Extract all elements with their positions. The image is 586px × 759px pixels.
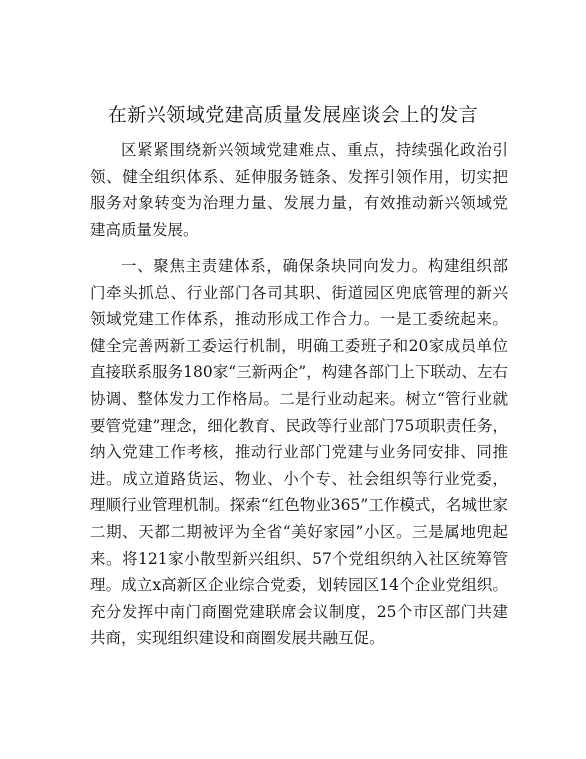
paragraph-intro: 区紧紧围绕新兴领域党建难点、重点，持续强化政治引领、健全组织体系、延伸服务链条、发挥引领作用，切实把服务对象转变为治理力量、发展力量，有效推动新兴领域党建高质量发展。 bbox=[90, 141, 508, 239]
document-title: 在新兴领域党建高质量发展座谈会上的发言 bbox=[107, 104, 479, 126]
paragraph-section-one: 一、聚焦主责建体系，确保条块同向发力。构建组织部门牵头抓总、行业部门各司其职、街道园区兜底管理的新兴领域党建工作体系，推动形成工作合力。一是工委统起来。健全完善两新工委运行机制，明确工委班子和20家成员单位直接联系服务180家“三新两企”，构建各部门上下联动、左右协调、整体发力工作格局。二是行业动起来。树立“管行业就要管党建”理念，细化教育、民政等行业部门75项职责任务，纳入党建工作考核，推动行业部门党建与业务同安排、同推进。成立道路货运、物业、小个专、社会组织等行业党委，理顺行业管理机制。探索“红色物业365”工作模式，名城世家二期、天都二期被评为全省“美好家园”小区。三是属地兜起来。将121家小散型新兴组织、57个党组织纳入社区统筹管理。成立x高新区企业综合党委，划转园区14个企业党组织。充分发挥中南门商圈党建联席会议制度，25个市区部门共建共商，实现组织建设和商圈发展共融互促。 bbox=[90, 257, 508, 648]
